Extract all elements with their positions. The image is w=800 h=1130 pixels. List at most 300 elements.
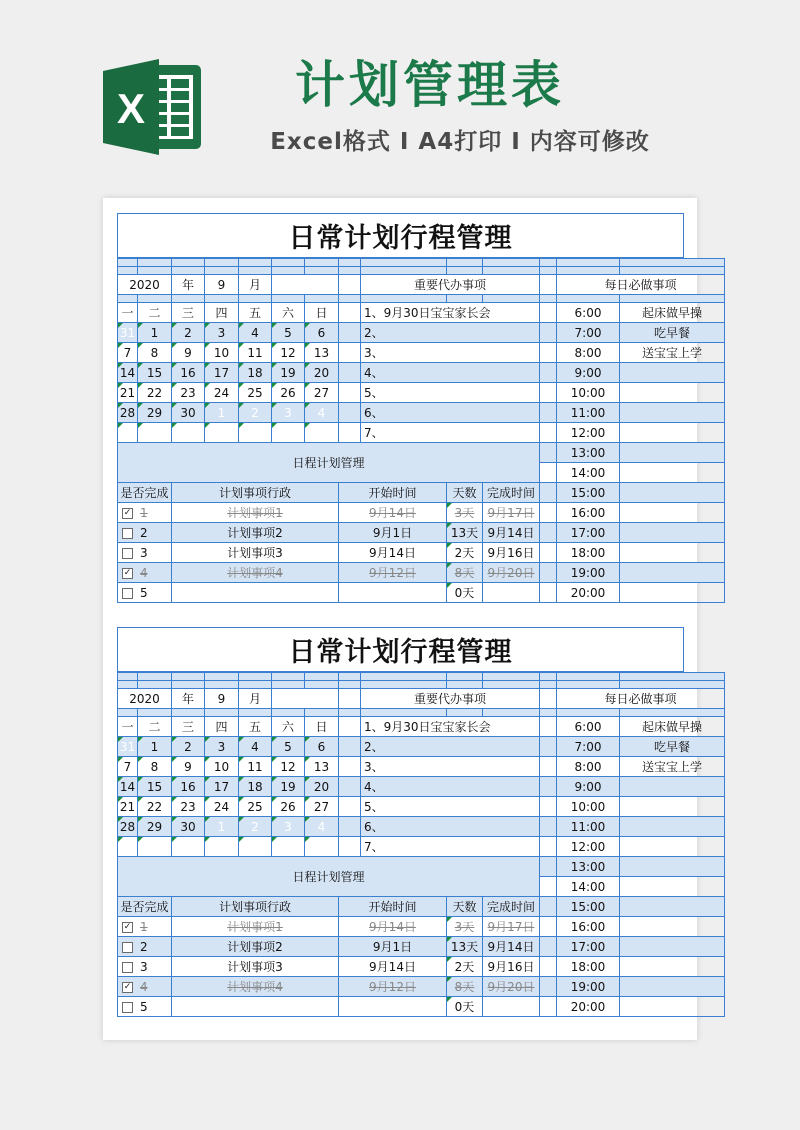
daily-task[interactable] (620, 583, 725, 603)
spacer-cell (483, 709, 540, 717)
calendar-day[interactable]: 29 (138, 817, 172, 837)
calendar-day[interactable]: 8 (138, 343, 172, 363)
daily-task[interactable] (620, 777, 725, 797)
calendar-day[interactable]: 3 (205, 737, 239, 757)
plan-item[interactable]: 计划事项4 (172, 977, 339, 997)
plan-row[interactable] (118, 543, 172, 563)
calendar-day[interactable]: 1 (138, 737, 172, 757)
calendar-day[interactable]: 4 (305, 817, 339, 837)
daily-time: 20:00 (557, 583, 620, 603)
plan-end: 9月17日 (483, 503, 540, 523)
calendar-day[interactable] (272, 837, 305, 857)
page-header (0, 0, 800, 200)
daily-time: 7:00 (557, 323, 620, 343)
plan-item[interactable]: 计划事项4 (172, 563, 339, 583)
calendar-day[interactable]: 19 (272, 363, 305, 383)
daily-task[interactable] (620, 917, 725, 937)
empty-cell (540, 563, 557, 583)
spacer-cell (483, 673, 540, 681)
calendar-day[interactable]: 2 (172, 737, 205, 757)
calendar-day[interactable]: 18 (239, 363, 272, 383)
calendar-day[interactable]: 1 (205, 403, 239, 423)
empty-cell (339, 383, 361, 403)
daily-header: 每日必做事项 (557, 275, 725, 295)
calendar-day[interactable]: 21 (118, 383, 138, 403)
daily-task[interactable] (620, 837, 725, 857)
empty-cell (540, 997, 557, 1017)
daily-task[interactable] (620, 503, 725, 523)
daily-task[interactable]: 送宝宝上学 (620, 343, 725, 363)
spacer-cell (205, 709, 239, 717)
empty-cell (540, 957, 557, 977)
calendar-day[interactable] (138, 837, 172, 857)
spacer-cell (272, 295, 305, 303)
spacer-cell (361, 681, 447, 689)
calendar-day[interactable]: 4 (239, 323, 272, 343)
spacer-cell (239, 673, 272, 681)
done-checkbox[interactable]: ✓ (123, 507, 132, 518)
calendar-day[interactable]: 2 (172, 323, 205, 343)
spacer-cell (205, 259, 239, 267)
calendar-day[interactable]: 14 (118, 363, 138, 383)
calendar-day[interactable]: 23 (172, 383, 205, 403)
plan-end: 9月16日 (483, 543, 540, 563)
done-checkbox[interactable]: ✓ (123, 921, 132, 932)
empty-cell (339, 323, 361, 343)
done-checkbox[interactable] (122, 528, 133, 539)
empty-cell (540, 689, 557, 709)
spacer-cell (272, 267, 305, 275)
spacer-cell (272, 709, 305, 717)
empty-cell (339, 717, 361, 737)
calendar-day[interactable]: 3 (272, 817, 305, 837)
plan-col-end: 完成时间 (483, 897, 540, 917)
calendar-day[interactable]: 20 (305, 363, 339, 383)
plan-row[interactable] (118, 503, 172, 523)
daily-task[interactable] (620, 543, 725, 563)
spacer-cell (118, 267, 138, 275)
calendar-day[interactable] (172, 423, 205, 443)
month-label: 月 (239, 689, 272, 709)
daily-task[interactable] (620, 937, 725, 957)
weekday-header: 六 (272, 717, 305, 737)
empty-cell (540, 303, 557, 323)
daily-time: 10:00 (557, 797, 620, 817)
calendar-day[interactable] (172, 837, 205, 857)
spacer-cell (361, 709, 447, 717)
calendar-day[interactable] (205, 837, 239, 857)
daily-task[interactable] (620, 877, 725, 897)
calendar-day[interactable]: 26 (272, 797, 305, 817)
plan-days: 3天 (447, 917, 483, 937)
calendar-day[interactable]: 16 (172, 777, 205, 797)
excel-logo-letter: X (116, 85, 146, 132)
plan-item[interactable]: 计划事项2 (172, 937, 339, 957)
calendar-day[interactable] (305, 423, 339, 443)
calendar-day[interactable]: 23 (172, 797, 205, 817)
plan-number: 2 (140, 525, 148, 540)
spacer-cell (138, 295, 172, 303)
empty-cell (540, 817, 557, 837)
calendar-day[interactable]: 11 (239, 343, 272, 363)
daily-task[interactable] (620, 523, 725, 543)
plan-start[interactable]: 9月14日 (339, 957, 447, 977)
plan-col-start: 开始时间 (339, 483, 447, 503)
empty-cell (540, 583, 557, 603)
daily-time: 11:00 (557, 403, 620, 423)
daily-time: 18:00 (557, 957, 620, 977)
daily-task[interactable]: 吃早餐 (620, 323, 725, 343)
daily-time: 6:00 (557, 303, 620, 323)
empty-cell (540, 403, 557, 423)
spacer-cell (205, 267, 239, 275)
daily-time: 19:00 (557, 977, 620, 997)
calendar-day[interactable]: 13 (305, 343, 339, 363)
calendar-day[interactable]: 20 (305, 777, 339, 797)
calendar-day[interactable]: 6 (305, 323, 339, 343)
calendar-day[interactable]: 17 (205, 777, 239, 797)
year-label: 年 (172, 275, 205, 295)
calendar-day[interactable]: 14 (118, 777, 138, 797)
empty-cell (540, 383, 557, 403)
todo-item[interactable]: 1、9月30日宝宝家长会 (361, 303, 540, 323)
plan-row[interactable] (118, 977, 172, 997)
plan-row[interactable] (118, 523, 172, 543)
calendar-day[interactable]: 22 (138, 383, 172, 403)
plan-item[interactable]: 计划事项1 (172, 917, 339, 937)
spacer-cell (557, 295, 620, 303)
daily-task[interactable] (620, 977, 725, 997)
spacer-cell (272, 681, 305, 689)
daily-task[interactable]: 送宝宝上学 (620, 757, 725, 777)
year-label: 年 (172, 689, 205, 709)
plan-start[interactable] (339, 997, 447, 1017)
calendar-day[interactable]: 26 (272, 383, 305, 403)
calendar-day[interactable]: 16 (172, 363, 205, 383)
spacer-cell (239, 259, 272, 267)
spacer-cell (557, 681, 620, 689)
spacer-cell (557, 709, 620, 717)
daily-task[interactable] (620, 957, 725, 977)
plan-number: 5 (140, 585, 148, 600)
empty-cell (540, 323, 557, 343)
calendar-day[interactable]: 11 (239, 757, 272, 777)
empty-cell (339, 275, 361, 295)
empty-cell (339, 363, 361, 383)
plan-days: 0天 (447, 997, 483, 1017)
todo-item[interactable]: 3、 (361, 343, 540, 363)
spacer-cell (447, 673, 483, 681)
empty-cell (540, 877, 557, 897)
plan-item[interactable]: 计划事项3 (172, 543, 339, 563)
spacer-cell (557, 673, 620, 681)
calendar-day[interactable]: 17 (205, 363, 239, 383)
calendar-day[interactable]: 7 (118, 757, 138, 777)
month-cell[interactable]: 9 (205, 275, 239, 295)
calendar-day[interactable]: 21 (118, 797, 138, 817)
calendar-day[interactable] (239, 423, 272, 443)
daily-task[interactable] (620, 997, 725, 1017)
plan-row[interactable] (118, 563, 172, 583)
done-checkbox[interactable] (122, 588, 133, 599)
daily-task[interactable] (620, 363, 725, 383)
spacer-cell (239, 709, 272, 717)
calendar-day[interactable]: 5 (272, 323, 305, 343)
spacer-cell (239, 681, 272, 689)
daily-task[interactable] (620, 383, 725, 403)
plan-row[interactable] (118, 583, 172, 603)
empty-cell (540, 837, 557, 857)
empty-cell (272, 275, 339, 295)
calendar-day[interactable] (272, 423, 305, 443)
plan-item[interactable] (172, 583, 339, 603)
plan-col-done: 是否完成 (118, 897, 172, 917)
todo-item[interactable]: 6、 (361, 817, 540, 837)
calendar-day[interactable] (138, 423, 172, 443)
empty-cell (339, 343, 361, 363)
plan-row[interactable] (118, 997, 172, 1017)
todo-item[interactable]: 6、 (361, 403, 540, 423)
daily-task[interactable] (620, 817, 725, 837)
spacer-cell (272, 673, 305, 681)
spacer-cell (305, 681, 339, 689)
spacer-cell (205, 295, 239, 303)
calendar-day[interactable]: 9 (172, 343, 205, 363)
spacer-cell (540, 295, 557, 303)
weekday-header: 五 (239, 717, 272, 737)
spacer-cell (172, 673, 205, 681)
todo-item[interactable]: 5、 (361, 797, 540, 817)
calendar-day[interactable]: 24 (205, 383, 239, 403)
plan-item[interactable] (172, 997, 339, 1017)
calendar-day[interactable]: 18 (239, 777, 272, 797)
spacer-cell (447, 259, 483, 267)
plan-start[interactable]: 9月14日 (339, 503, 447, 523)
daily-time: 15:00 (557, 483, 620, 503)
plan-end: 9月20日 (483, 563, 540, 583)
plan-start[interactable]: 9月14日 (339, 543, 447, 563)
daily-time: 9:00 (557, 777, 620, 797)
spacer-cell (540, 673, 557, 681)
schedule-sheet (117, 213, 702, 603)
calendar-day[interactable]: 10 (205, 757, 239, 777)
plan-row[interactable] (118, 937, 172, 957)
spacer-cell (305, 295, 339, 303)
calendar-day[interactable] (118, 837, 138, 857)
calendar-day[interactable]: 8 (138, 757, 172, 777)
daily-task[interactable] (620, 483, 725, 503)
plan-item[interactable]: 计划事项3 (172, 957, 339, 977)
daily-task[interactable] (620, 797, 725, 817)
todo-item[interactable]: 7、 (361, 837, 540, 857)
calendar-day[interactable]: 27 (305, 797, 339, 817)
calendar-day[interactable]: 22 (138, 797, 172, 817)
calendar-day[interactable]: 31 (118, 323, 138, 343)
todo-item[interactable]: 3、 (361, 757, 540, 777)
year-cell[interactable]: 2020 (118, 689, 172, 709)
done-checkbox[interactable]: ✓ (123, 981, 132, 992)
daily-time: 16:00 (557, 503, 620, 523)
daily-time: 18:00 (557, 543, 620, 563)
calendar-day[interactable]: 3 (205, 323, 239, 343)
plan-col-days: 天数 (447, 483, 483, 503)
empty-cell (339, 303, 361, 323)
daily-task[interactable] (620, 563, 725, 583)
spacer-cell (205, 673, 239, 681)
calendar-day[interactable]: 1 (205, 817, 239, 837)
daily-time: 14:00 (557, 877, 620, 897)
empty-cell (540, 363, 557, 383)
plan-start[interactable]: 9月12日 (339, 563, 447, 583)
todo-item[interactable]: 4、 (361, 363, 540, 383)
daily-task[interactable] (620, 403, 725, 423)
plan-col-start: 开始时间 (339, 897, 447, 917)
calendar-day[interactable]: 9 (172, 757, 205, 777)
schedule-table (117, 258, 725, 603)
plan-start[interactable]: 9月1日 (339, 523, 447, 543)
excel-icon (103, 57, 203, 157)
daily-task[interactable]: 吃早餐 (620, 737, 725, 757)
plan-start[interactable]: 9月1日 (339, 937, 447, 957)
spacer-cell (118, 709, 138, 717)
todo-item[interactable]: 5、 (361, 383, 540, 403)
daily-time: 20:00 (557, 997, 620, 1017)
weekday-header: 三 (172, 303, 205, 323)
done-checkbox[interactable] (122, 548, 133, 559)
empty-cell (540, 717, 557, 737)
plan-row[interactable] (118, 917, 172, 937)
empty-cell (540, 917, 557, 937)
spacer-cell (305, 673, 339, 681)
calendar-day[interactable]: 27 (305, 383, 339, 403)
schedule-sheet (117, 627, 702, 1017)
weekday-header: 四 (205, 303, 239, 323)
calendar-day[interactable] (205, 423, 239, 443)
plan-end: 9月14日 (483, 523, 540, 543)
daily-time: 19:00 (557, 563, 620, 583)
plan-number: 2 (140, 939, 148, 954)
done-checkbox[interactable]: ✓ (123, 567, 132, 578)
spacer-cell (620, 709, 725, 717)
weekday-header: 四 (205, 717, 239, 737)
spacer-cell (239, 295, 272, 303)
calendar-day[interactable]: 12 (272, 757, 305, 777)
calendar-day[interactable]: 19 (272, 777, 305, 797)
calendar-day[interactable]: 4 (239, 737, 272, 757)
done-checkbox[interactable] (122, 942, 133, 953)
calendar-day[interactable]: 7 (118, 343, 138, 363)
plan-days: 8天 (447, 563, 483, 583)
calendar-day[interactable]: 10 (205, 343, 239, 363)
spacer-cell (620, 673, 725, 681)
empty-cell (339, 797, 361, 817)
plan-number: 5 (140, 999, 148, 1014)
daily-header: 每日必做事项 (557, 689, 725, 709)
spacer-cell (305, 709, 339, 717)
calendar-day[interactable]: 15 (138, 777, 172, 797)
plan-number: 3 (140, 959, 148, 974)
calendar-day[interactable]: 2 (239, 817, 272, 837)
calendar-day[interactable] (239, 837, 272, 857)
weekday-header: 日 (305, 717, 339, 737)
calendar-day[interactable]: 6 (305, 737, 339, 757)
daily-task[interactable] (620, 463, 725, 483)
year-cell[interactable]: 2020 (118, 275, 172, 295)
calendar-day[interactable]: 29 (138, 403, 172, 423)
spacer-cell (361, 259, 447, 267)
calendar-day[interactable]: 28 (118, 817, 138, 837)
plan-start[interactable] (339, 583, 447, 603)
calendar-day[interactable] (118, 423, 138, 443)
calendar-day[interactable] (305, 837, 339, 857)
month-cell[interactable]: 9 (205, 689, 239, 709)
spacer-cell (118, 673, 138, 681)
daily-time: 11:00 (557, 817, 620, 837)
done-checkbox[interactable] (122, 962, 133, 973)
daily-task[interactable]: 起床做早操 (620, 717, 725, 737)
todo-item[interactable]: 1、9月30日宝宝家长会 (361, 717, 540, 737)
spacer-cell (540, 709, 557, 717)
calendar-day[interactable]: 5 (272, 737, 305, 757)
calendar-day[interactable]: 25 (239, 797, 272, 817)
daily-task[interactable] (620, 897, 725, 917)
calendar-day[interactable]: 28 (118, 403, 138, 423)
plan-start[interactable]: 9月14日 (339, 917, 447, 937)
empty-cell (339, 757, 361, 777)
empty-cell (540, 857, 557, 877)
daily-task[interactable] (620, 443, 725, 463)
calendar-day[interactable]: 25 (239, 383, 272, 403)
calendar-day[interactable]: 31 (118, 737, 138, 757)
done-checkbox[interactable] (122, 1002, 133, 1013)
spacer-cell (138, 673, 172, 681)
sheet-title: 日常计划行程管理 (117, 213, 684, 258)
daily-task[interactable] (620, 423, 725, 443)
calendar-day[interactable]: 2 (239, 403, 272, 423)
todo-item[interactable]: 2、 (361, 737, 540, 757)
calendar-day[interactable]: 30 (172, 403, 205, 423)
todo-item[interactable]: 7、 (361, 423, 540, 443)
plan-number: 1 (140, 505, 148, 520)
plan-item[interactable]: 计划事项2 (172, 523, 339, 543)
spacer-cell (447, 709, 483, 717)
todo-item[interactable]: 4、 (361, 777, 540, 797)
empty-cell (540, 443, 557, 463)
calendar-day[interactable]: 15 (138, 363, 172, 383)
calendar-day[interactable]: 3 (272, 403, 305, 423)
daily-task[interactable] (620, 857, 725, 877)
plan-row[interactable] (118, 957, 172, 977)
empty-cell (540, 423, 557, 443)
plan-start[interactable]: 9月12日 (339, 977, 447, 997)
plan-days: 2天 (447, 957, 483, 977)
calendar-day[interactable]: 1 (138, 323, 172, 343)
calendar-day[interactable]: 12 (272, 343, 305, 363)
empty-cell (540, 523, 557, 543)
plan-days: 13天 (447, 523, 483, 543)
daily-task[interactable]: 起床做早操 (620, 303, 725, 323)
calendar-day[interactable]: 24 (205, 797, 239, 817)
calendar-day[interactable]: 4 (305, 403, 339, 423)
plan-end: 9月20日 (483, 977, 540, 997)
spacer-cell (620, 259, 725, 267)
spacer-cell (361, 673, 447, 681)
calendar-day[interactable]: 30 (172, 817, 205, 837)
plan-item[interactable]: 计划事项1 (172, 503, 339, 523)
todo-item[interactable]: 2、 (361, 323, 540, 343)
calendar-day[interactable]: 13 (305, 757, 339, 777)
empty-cell (540, 937, 557, 957)
